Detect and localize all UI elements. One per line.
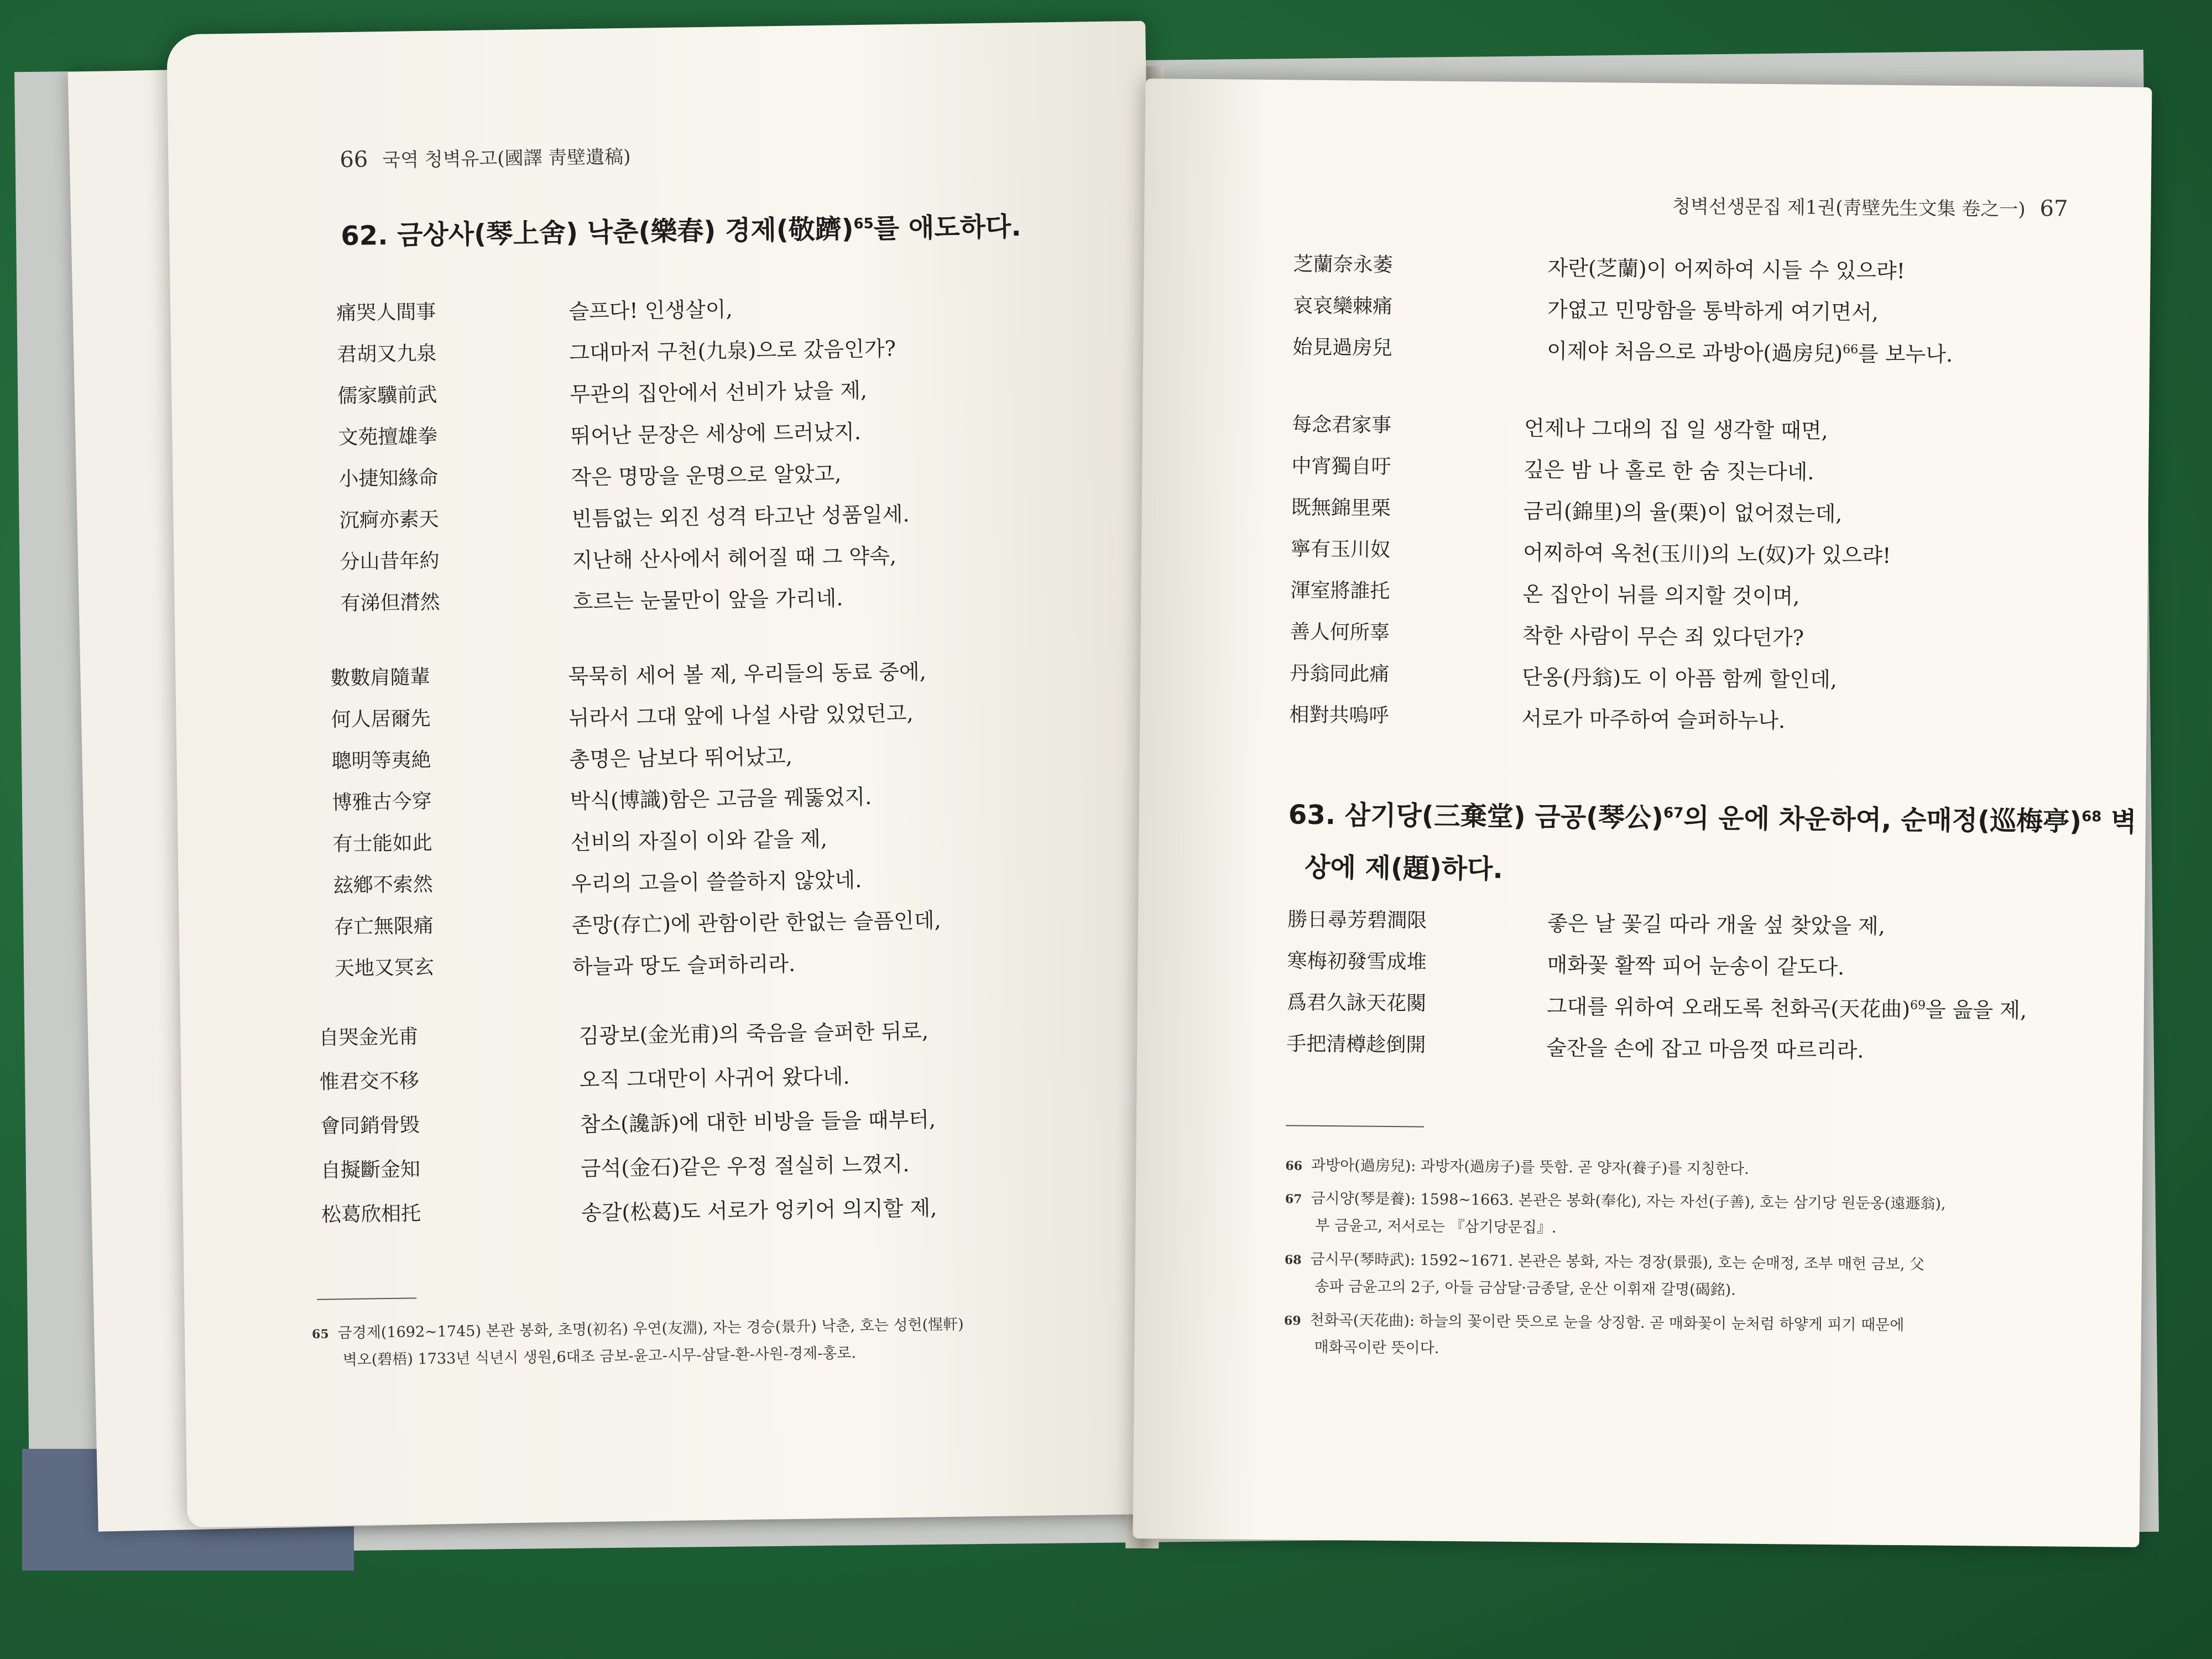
korean-translation: 슬프다! 인생살이, [568, 297, 733, 324]
footnote [1285, 1152, 1749, 1178]
right-running-header [1672, 191, 2068, 221]
hanja-verse: 自哭金光甫 [319, 1025, 419, 1050]
left-running-header [340, 142, 631, 173]
hanja-verse: 分山昔年約 [340, 549, 440, 574]
korean-translation: 술잔을 손에 잡고 마음껏 따르리라. [1546, 1035, 1864, 1063]
hanja-verse: 勝日尋芳碧澗限 [1287, 908, 1427, 932]
hanja-verse: 寒梅初發雪成堆 [1287, 950, 1427, 974]
hanja-verse: 君胡又九泉 [337, 342, 437, 367]
korean-translation: 존망(存亡)에 관함이란 한없는 슬픔인데, [571, 908, 941, 938]
hanja-verse: 博雅古今穿 [332, 790, 432, 815]
hanja-verse: 相對共嗚呼 [1289, 703, 1389, 727]
poem-title-line2: 상에 제(題)하다. [1304, 852, 1504, 885]
footnote-line: 벽오(碧梧) 1733년 식년시 생원,6대조 금보-윤고-시무-삼달-환-사원-경제-홍로. [342, 1344, 857, 1369]
footnote-number: 68 [1284, 1253, 1302, 1267]
hanja-verse: 何人居爾先 [331, 707, 431, 732]
korean-translation: 그대마저 구천(九泉)으로 갔음인가? [569, 336, 896, 366]
hanja-verse: 會同銷骨毁 [320, 1114, 420, 1138]
footnote-line: 송파 금윤고의 2子, 아들 금삼달·금종달, 운산 이휘재 갈명(碣銘). [1314, 1277, 1736, 1299]
korean-translation: 단옹(丹翁)도 이 아픔 함께 할인데, [1521, 665, 1838, 692]
hanja-verse: 自擬斷金知 [320, 1158, 421, 1182]
title-text: 의 운에 차운하여, 순매정(巡梅亭) [1683, 802, 2082, 837]
footnote-rule [317, 1297, 416, 1300]
hanja-verse: 手把清樽趁倒開 [1286, 1032, 1426, 1057]
korean-translation: 오직 그대만이 사귀어 왔다네. [579, 1064, 850, 1093]
footnote-line: 매화곡이란 뜻이다. [1314, 1338, 1439, 1357]
footnote [312, 1312, 964, 1370]
footnote-number: 67 [1285, 1192, 1302, 1207]
footnote-line: 금시무(琴時武): 1592~1671. 본관은 봉화, 자는 경장(景張), 호는 순매정, 조부 매헌 금보, 父 [1310, 1250, 1925, 1274]
hanja-verse: 丹翁同此痛 [1289, 662, 1390, 686]
hanja-verse: 玆鄕不索然 [333, 873, 434, 898]
korean-translation: 금석(金石)같은 우정 절실히 느꼈지. [580, 1151, 910, 1181]
hanja-verse: 爲君久詠天花闋 [1286, 991, 1427, 1015]
footnote-line: 부 금윤고, 저서로는 『삼기당문집』. [1315, 1217, 1557, 1237]
hanja-verse: 聰明等夷絶 [331, 748, 431, 773]
footnote-number: 66 [1285, 1159, 1303, 1173]
hanja-verse: 始見過房兒 [1292, 336, 1392, 360]
header-text: 국역 청벽유고(國譯 靑壁遺稿) [382, 145, 631, 172]
korean-translation: 총명은 남보다 뛰어났고, [569, 744, 793, 772]
title-text: 벽 [2101, 806, 2137, 838]
poem-title [1288, 793, 2137, 838]
korean-translation: 온 집안이 뉘를 의지할 것이며, [1522, 582, 1800, 609]
korean-translation: 좋은 날 꽃길 따라 개울 섶 찾았을 제, [1547, 911, 1885, 938]
korean-translation: 매화꽃 활짝 피어 눈송이 같도다. [1547, 952, 1845, 980]
footnote-ref: 66 [1843, 342, 1859, 357]
korean-translation: 빈틈없는 외진 성격 타고난 성품일세. [571, 502, 910, 531]
footnote-line: 천화곡(天花曲): 하늘의 꽃이란 뜻으로 눈을 상징함. 곧 매화꽃이 눈처럼 하얗게 피기 때문에 [1310, 1311, 1905, 1334]
hanja-verse: 惟君交不移 [319, 1070, 420, 1094]
hanja-verse: 善人何所辜 [1290, 620, 1390, 644]
korean-translation: 어찌하여 옥천(玉川)의 노(奴)가 있으랴! [1522, 540, 1891, 568]
hanja-verse: 中宵獨自吁 [1291, 455, 1391, 479]
korean-translation: 지난해 산사에서 헤어질 때 그 약속, [572, 544, 897, 573]
footnote [1284, 1307, 1904, 1361]
korean-translation: 이제야 처음으로 과방아(過房兒)$^{66}$를 보누나. [1547, 338, 1953, 367]
korean-translation: 가엾고 민망함을 통박하게 여기면서, [1547, 297, 1879, 325]
korean-translation: 박식(博識)함은 고금을 꿰뚫었지. [570, 784, 872, 813]
hanja-verse: 每念君家事 [1291, 413, 1392, 437]
hanja-verse: 芝蘭奈永萎 [1293, 253, 1393, 277]
korean-translation: 김광보(金光甫)의 죽음을 슬퍼한 뒤로, [578, 1019, 929, 1048]
footnote-ref: 69 [1910, 998, 1926, 1013]
korean-translation: 참소(讒訴)에 대한 비방을 들을 때부터, [580, 1107, 936, 1137]
footnote-line: 금경제(1692~1745) 본관 봉화, 초명(初名) 우연(友淵), 자는 경승(景升) 낙춘, 호는 성헌(惺軒) [337, 1316, 964, 1342]
hanja-verse: 儒家驥前武 [337, 383, 437, 408]
korean-translation: 묵묵히 세어 볼 제, 우리들의 동료 중에, [568, 659, 927, 689]
footnote-line: 과방아(過房兒): 과방자(過房子)를 뜻함. 곧 양자(養子)를 지칭한다. [1311, 1156, 1749, 1178]
korean-translation: 송갈(松葛)도 서로가 엉키어 의지할 제, [581, 1196, 937, 1225]
footnote [1284, 1246, 1924, 1301]
title-text: 62. 금상사(琴上舍) 낙춘(樂春) 경제(敬躋) [340, 213, 854, 252]
hanja-verse: 天地又冥玄 [334, 956, 435, 980]
hanja-verse: 松葛欣相托 [321, 1202, 421, 1227]
korean-translation: 무관의 집안에서 선비가 났을 제, [570, 378, 868, 407]
korean-translation: 서로가 마주하여 슬퍼하누나. [1521, 706, 1786, 733]
korean-translation: 하늘과 땅도 슬퍼하리라. [572, 951, 796, 979]
hanja-verse: 寧有玉川奴 [1290, 538, 1391, 562]
hanja-verse: 既無錦里栗 [1291, 496, 1391, 520]
korean-translation: 우리의 고을이 쓸쓸하지 않았네. [571, 868, 862, 896]
korean-translation: 착한 사람이 무슨 죄 있다던가? [1522, 623, 1804, 650]
korean-translation: 언제나 그대의 집 일 생각할 때면, [1524, 416, 1828, 443]
hanja-verse: 存亡無限痛 [333, 914, 434, 939]
hanja-verse: 文苑擅雄拳 [338, 425, 438, 450]
footnote-ref: 68 [2081, 808, 2102, 826]
korean-translation: 뛰어난 문장은 세상에 드러났지. [570, 420, 862, 448]
footnote-line: 금시양(琴是養): 1598~1663. 본관은 봉화(奉化), 자는 자선(子善), 호는 삼기당 원둔옹(遠遯翁), [1311, 1190, 1946, 1213]
korean-translation: 작은 명망을 운명으로 알았고, [571, 461, 842, 490]
footnote-number: 69 [1284, 1313, 1301, 1328]
hanja-verse: 沉痾亦素天 [339, 508, 439, 533]
page-number: 66 [340, 147, 368, 173]
korean-translation: 흐르는 눈물만이 앞을 가리네. [572, 586, 843, 614]
korean-translation: 뉘라서 그대 앞에 나설 사람 있었던고, [568, 701, 914, 731]
hanja-verse: 數數肩隨輩 [330, 665, 430, 690]
footnote [1285, 1186, 1945, 1240]
poem-title [341, 205, 1021, 253]
korean-translation: 선비의 자질이 이와 같을 제, [570, 826, 828, 855]
hanja-verse: 痛哭人間事 [336, 300, 436, 325]
korean-translation: 자란(芝蘭)이 어찌하여 시들 수 있으랴! [1547, 255, 1906, 284]
title-tail: 를 애도하다. [873, 211, 1021, 244]
korean-translation: 깊은 밤 나 홀로 한 숨 짓는다네. [1524, 457, 1814, 484]
footnote-ref: 65 [853, 215, 874, 233]
header-text: 청벽선생문집 제1권(靑壁先生文集 卷之一) [1672, 195, 2026, 221]
right-page [1133, 79, 2152, 1547]
hanja-verse: 有士能如此 [332, 831, 432, 856]
page-number: 67 [2039, 196, 2068, 222]
footnote-rule [1286, 1125, 1424, 1127]
footnote-ref: 67 [1663, 805, 1684, 822]
hanja-verse: 哀哀欒棘痛 [1292, 294, 1393, 319]
korean-translation: 그대를 위하여 오래도록 천화곡(天花曲)$^{69}$을 읊을 제, [1546, 994, 2027, 1023]
hanja-verse: 有涕但潸然 [340, 591, 440, 615]
left-page [166, 21, 1166, 1527]
footnote-number: 65 [311, 1327, 329, 1342]
title-text: 63. 삼기당(三棄堂) 금공(琴公) [1288, 799, 1664, 834]
hanja-verse: 小捷知緣命 [338, 466, 439, 491]
hanja-verse: 渾室將誰托 [1290, 579, 1390, 603]
korean-translation: 금리(錦里)의 율(栗)이 없어졌는데, [1523, 499, 1843, 526]
